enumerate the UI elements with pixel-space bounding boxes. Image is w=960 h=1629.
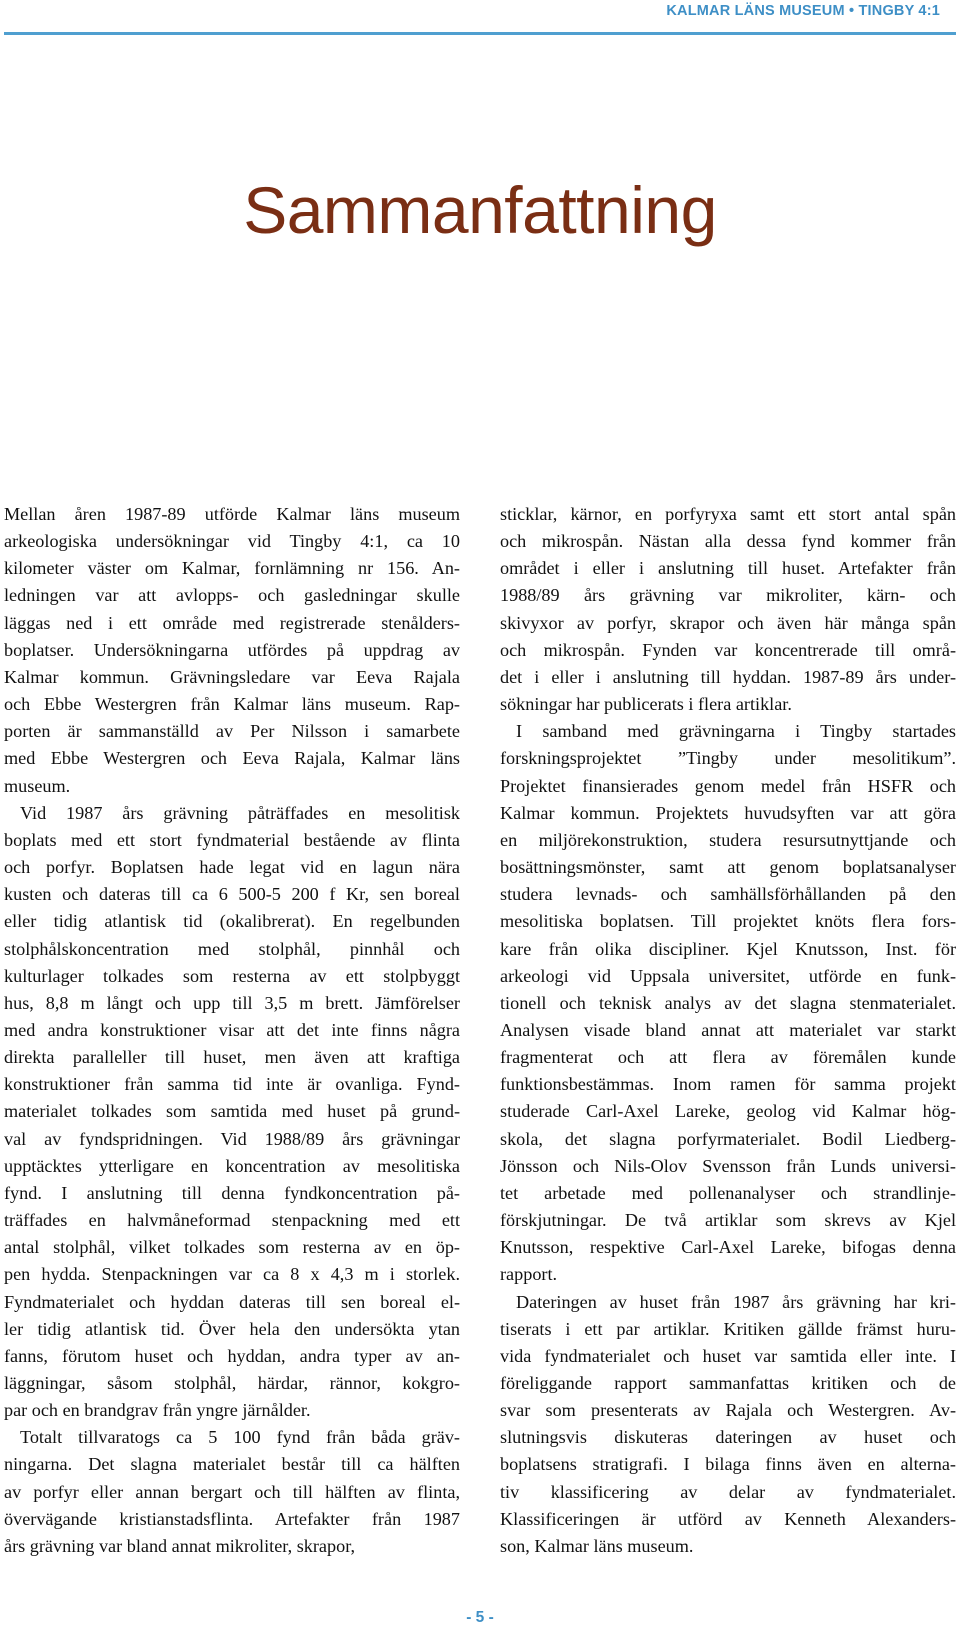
- left-column-text-line: ledningen var att avlopps- och gasledningar skulle: [4, 585, 460, 606]
- left-column-text-line: med Ebbe Westergren och Eeva Rajala, Kalmar läns: [4, 748, 460, 769]
- left-column-text-line: med andra konstruktioner visar att det inte finns några: [4, 1019, 460, 1040]
- left-column-text-line: hus, 8,8 m långt och upp till 3,5 m brett. Jämförelser: [4, 992, 460, 1013]
- right-column-text-line: Dateringen av huset från 1987 års grävning har kri-: [516, 1291, 956, 1312]
- right-column-text-line: fragmenterat och att flera av föremålen kunde: [500, 1047, 956, 1068]
- right-column-text-line: forskningsprojektet ”Tingby under mesolitikum”.: [500, 748, 956, 769]
- right-column-text-line: föreliggande rapport sammanfattas kritiken och de: [500, 1373, 956, 1393]
- left-column-text-line: ningarna. Det slagna materialet består till ca hälften: [4, 1454, 460, 1475]
- left-column-text-line: läggas ned i ett område med registrerade stenålders-: [4, 612, 460, 633]
- left-column-text-line: porten är sammanställd av Per Nilsson i samarbete: [4, 721, 460, 742]
- left-column-text-line: boplatser. Undersökningarna utfördes på uppdrag av: [4, 639, 460, 660]
- left-column-text-line: museum.: [4, 775, 71, 796]
- right-column-text-line: tionell och teknisk analys av det slagna stenmaterialet.: [500, 992, 956, 1013]
- left-column-text-line: fynd. I anslutning till denna fyndkoncentration på-: [4, 1182, 460, 1203]
- right-column-text-line: skola, det slagna porfyrmaterialet. Bodil Liedberg-: [500, 1128, 956, 1149]
- right-column-text-line: Kalmar kommun. Projektets huvudsyften var att göra: [500, 802, 956, 823]
- right-column-text-line: det i eller i anslutning till hyddan. 1987-89 års under-: [500, 666, 956, 687]
- left-column-text-line: ler tidig atlantisk tid. Över hela den undersökta ytan: [4, 1318, 460, 1339]
- right-column-text-line: tet arbetade med pollenanalyser och strandlinje-: [500, 1182, 956, 1203]
- right-column-text-line: studerade Carl-Axel Lareke, geolog vid Kalmar hög-: [500, 1101, 956, 1122]
- right-column-text-line: förskjutningar. De två artiklar som skrevs av Kjel: [500, 1210, 956, 1231]
- right-column-text-line: sticklar, kärnor, en porfyryxa samt ett stort antal spån: [500, 504, 956, 524]
- right-column-text-line: Knutsson, respektive Carl-Axel Lareke, bifogas denna: [500, 1237, 956, 1258]
- left-column-text-line: eller tidig atlantisk tid (okalibrerat). En regelbunden: [4, 911, 460, 932]
- left-column-text-line: kilometer väster om Kalmar, fornlämning nr 156. An-: [4, 558, 460, 579]
- header-rule: [4, 32, 956, 35]
- right-column-text-line: son, Kalmar läns museum.: [500, 1535, 694, 1556]
- left-column-text-line: läggningar, såsom stolphål, härdar, rännor, kokgro-: [4, 1373, 460, 1393]
- left-column-text-line: antal stolphål, vilket tolkades som resterna av en öp-: [4, 1237, 460, 1258]
- left-column-text-line: Totalt tillvaratogs ca 5 100 fynd från båda gräv-: [20, 1427, 460, 1448]
- left-column-text-line: direkta paralleller till huset, men även att kraftiga: [4, 1047, 460, 1068]
- left-column-text-line: konstruktioner från samma tid inte är ovanliga. Fynd-: [4, 1074, 460, 1095]
- page-title: Sammanfattning: [243, 173, 717, 247]
- right-column-text-line: skivyxor av porfyr, skrapor och även här många spån: [500, 612, 956, 633]
- right-column-text-line: rapport.: [500, 1264, 558, 1285]
- right-column-text-line: och mikrospån. Nästan alla dessa fynd kommer från: [500, 531, 956, 552]
- left-column-text-line: pen hydda. Stenpackningen var ca 8 x 4,3 m i storlek.: [4, 1264, 460, 1285]
- right-column-text-line: bosättningsmönster, samt att genom boplatsanalyser: [500, 857, 956, 878]
- left-column-text-line: träffades en halvmåneformad stenpackning med ett: [4, 1210, 460, 1231]
- right-column-text-line: slutningsvis diskuteras dateringen av huset och: [500, 1427, 956, 1448]
- left-column-text-line: övervägande kristianstadsflinta. Artefakter från 1987: [4, 1508, 460, 1529]
- left-column-text-line: Vid 1987 års grävning påträffades en mesolitisk: [20, 802, 460, 823]
- left-column-text-line: val av fyndspridningen. Vid 1988/89 års grävningar: [4, 1128, 460, 1149]
- right-column-text-line: Jönsson och Nils-Olov Svensson från Lunds universi-: [500, 1155, 956, 1176]
- right-column-text-line: I samband med grävningarna i Tingby startades: [516, 721, 956, 742]
- right-column-text-line: och mikrospån. Fynden var koncentrerade till områ-: [500, 639, 956, 660]
- running-header: KALMAR LÄNS MUSEUM • TINGBY 4:1: [666, 3, 940, 19]
- left-column-text-line: boplats med ett stort fyndmaterial bestående av flinta: [4, 829, 460, 850]
- left-column-text-line: Kalmar kommun. Grävningsledare var Eeva Rajala: [4, 666, 460, 687]
- page-number: - 5 -: [466, 1609, 494, 1626]
- text-column-left: [4, 501, 460, 1560]
- left-column-text-line: kusten och dateras till ca 6 500-5 200 f Kr, sen boreal: [4, 884, 460, 905]
- left-column-text-line: stolphålskoncentration med stolphål, pinnhål och: [4, 938, 460, 959]
- right-column-text-line: 1988/89 års grävning var mikroliter, kärn- och: [500, 585, 956, 606]
- left-column-text-line: arkeologiska undersökningar vid Tingby 4:1, ca 10: [4, 531, 460, 552]
- right-column-text-line: tiserats i ett par artiklar. Kritiken gällde främst huru-: [500, 1318, 956, 1339]
- left-column-text-line: och Ebbe Westergren från Kalmar läns museum. Rap-: [4, 694, 460, 715]
- right-column-text-line: en miljörekonstruktion, studera resursutnyttjande och: [500, 829, 956, 850]
- right-column-text-line: funktionsbestämmas. Inom ramen för samma projekt: [500, 1074, 956, 1095]
- right-column-text-line: mesolitiska boplatsen. Till projektet knöts flera fors-: [500, 911, 956, 932]
- right-column-text-line: området i eller i anslutning till huset. Artefakter från: [500, 558, 956, 579]
- left-column-text-line: par och en brandgrav från yngre järnålder.: [4, 1400, 311, 1421]
- left-column-text-line: Fyndmaterialet och hyddan dateras till sen boreal el-: [4, 1291, 460, 1312]
- right-column-text-line: svar som presenterats av Rajala och Westergren. Av-: [500, 1400, 956, 1421]
- right-column-text-line: arkeologi vid Uppsala universitet, utförde en funk-: [500, 965, 956, 986]
- right-column-text-line: Analysen visade bland annat att materialet var starkt: [500, 1019, 956, 1040]
- left-column-text-line: upptäcktes ytterligare en koncentration av mesolitiska: [4, 1155, 460, 1176]
- right-column-text-line: vida fyndmaterialet och huset var samtida eller inte. I: [500, 1345, 956, 1366]
- page-header: [0, 0, 960, 36]
- left-column-text-line: materialet tolkades som samtida med huset på grund-: [4, 1101, 460, 1122]
- left-column-text-line: av porfyr eller annan bergart och till hälften av flinta,: [4, 1481, 460, 1502]
- left-column-text-line: Mellan åren 1987-89 utförde Kalmar läns museum: [4, 504, 460, 524]
- right-column-text-line: Projektet finansierades genom medel från HSFR och: [500, 775, 956, 796]
- left-column-text-line: och porfyr. Boplatsen hade legat vid en lagun nära: [4, 857, 460, 878]
- right-column-text-line: tiv klassificering av delar av fyndmaterialet.: [500, 1481, 956, 1502]
- left-column-text-line: kulturlager tolkades som resterna av ett stolpbyggt: [4, 965, 460, 986]
- right-column-text-line: kare från olika discipliner. Kjel Knutsson, Inst. för: [500, 938, 956, 959]
- right-column-text-line: sökningar har publicerats i flera artiklar.: [500, 694, 792, 715]
- right-column-text-line: Klassificeringen är utförd av Kenneth Alexanders-: [500, 1508, 956, 1529]
- right-column-text-line: boplatsens stratigrafi. I bilaga finns även en alterna-: [500, 1454, 956, 1475]
- text-column-right: [500, 501, 956, 1560]
- left-column-text-line: fanns, förutom huset och hyddan, andra typer av an-: [4, 1345, 460, 1366]
- right-column-text-line: studera levnads- och samhällsförhållanden på den: [500, 884, 956, 905]
- left-column-text-line: års grävning var bland annat mikroliter, skrapor,: [4, 1535, 356, 1556]
